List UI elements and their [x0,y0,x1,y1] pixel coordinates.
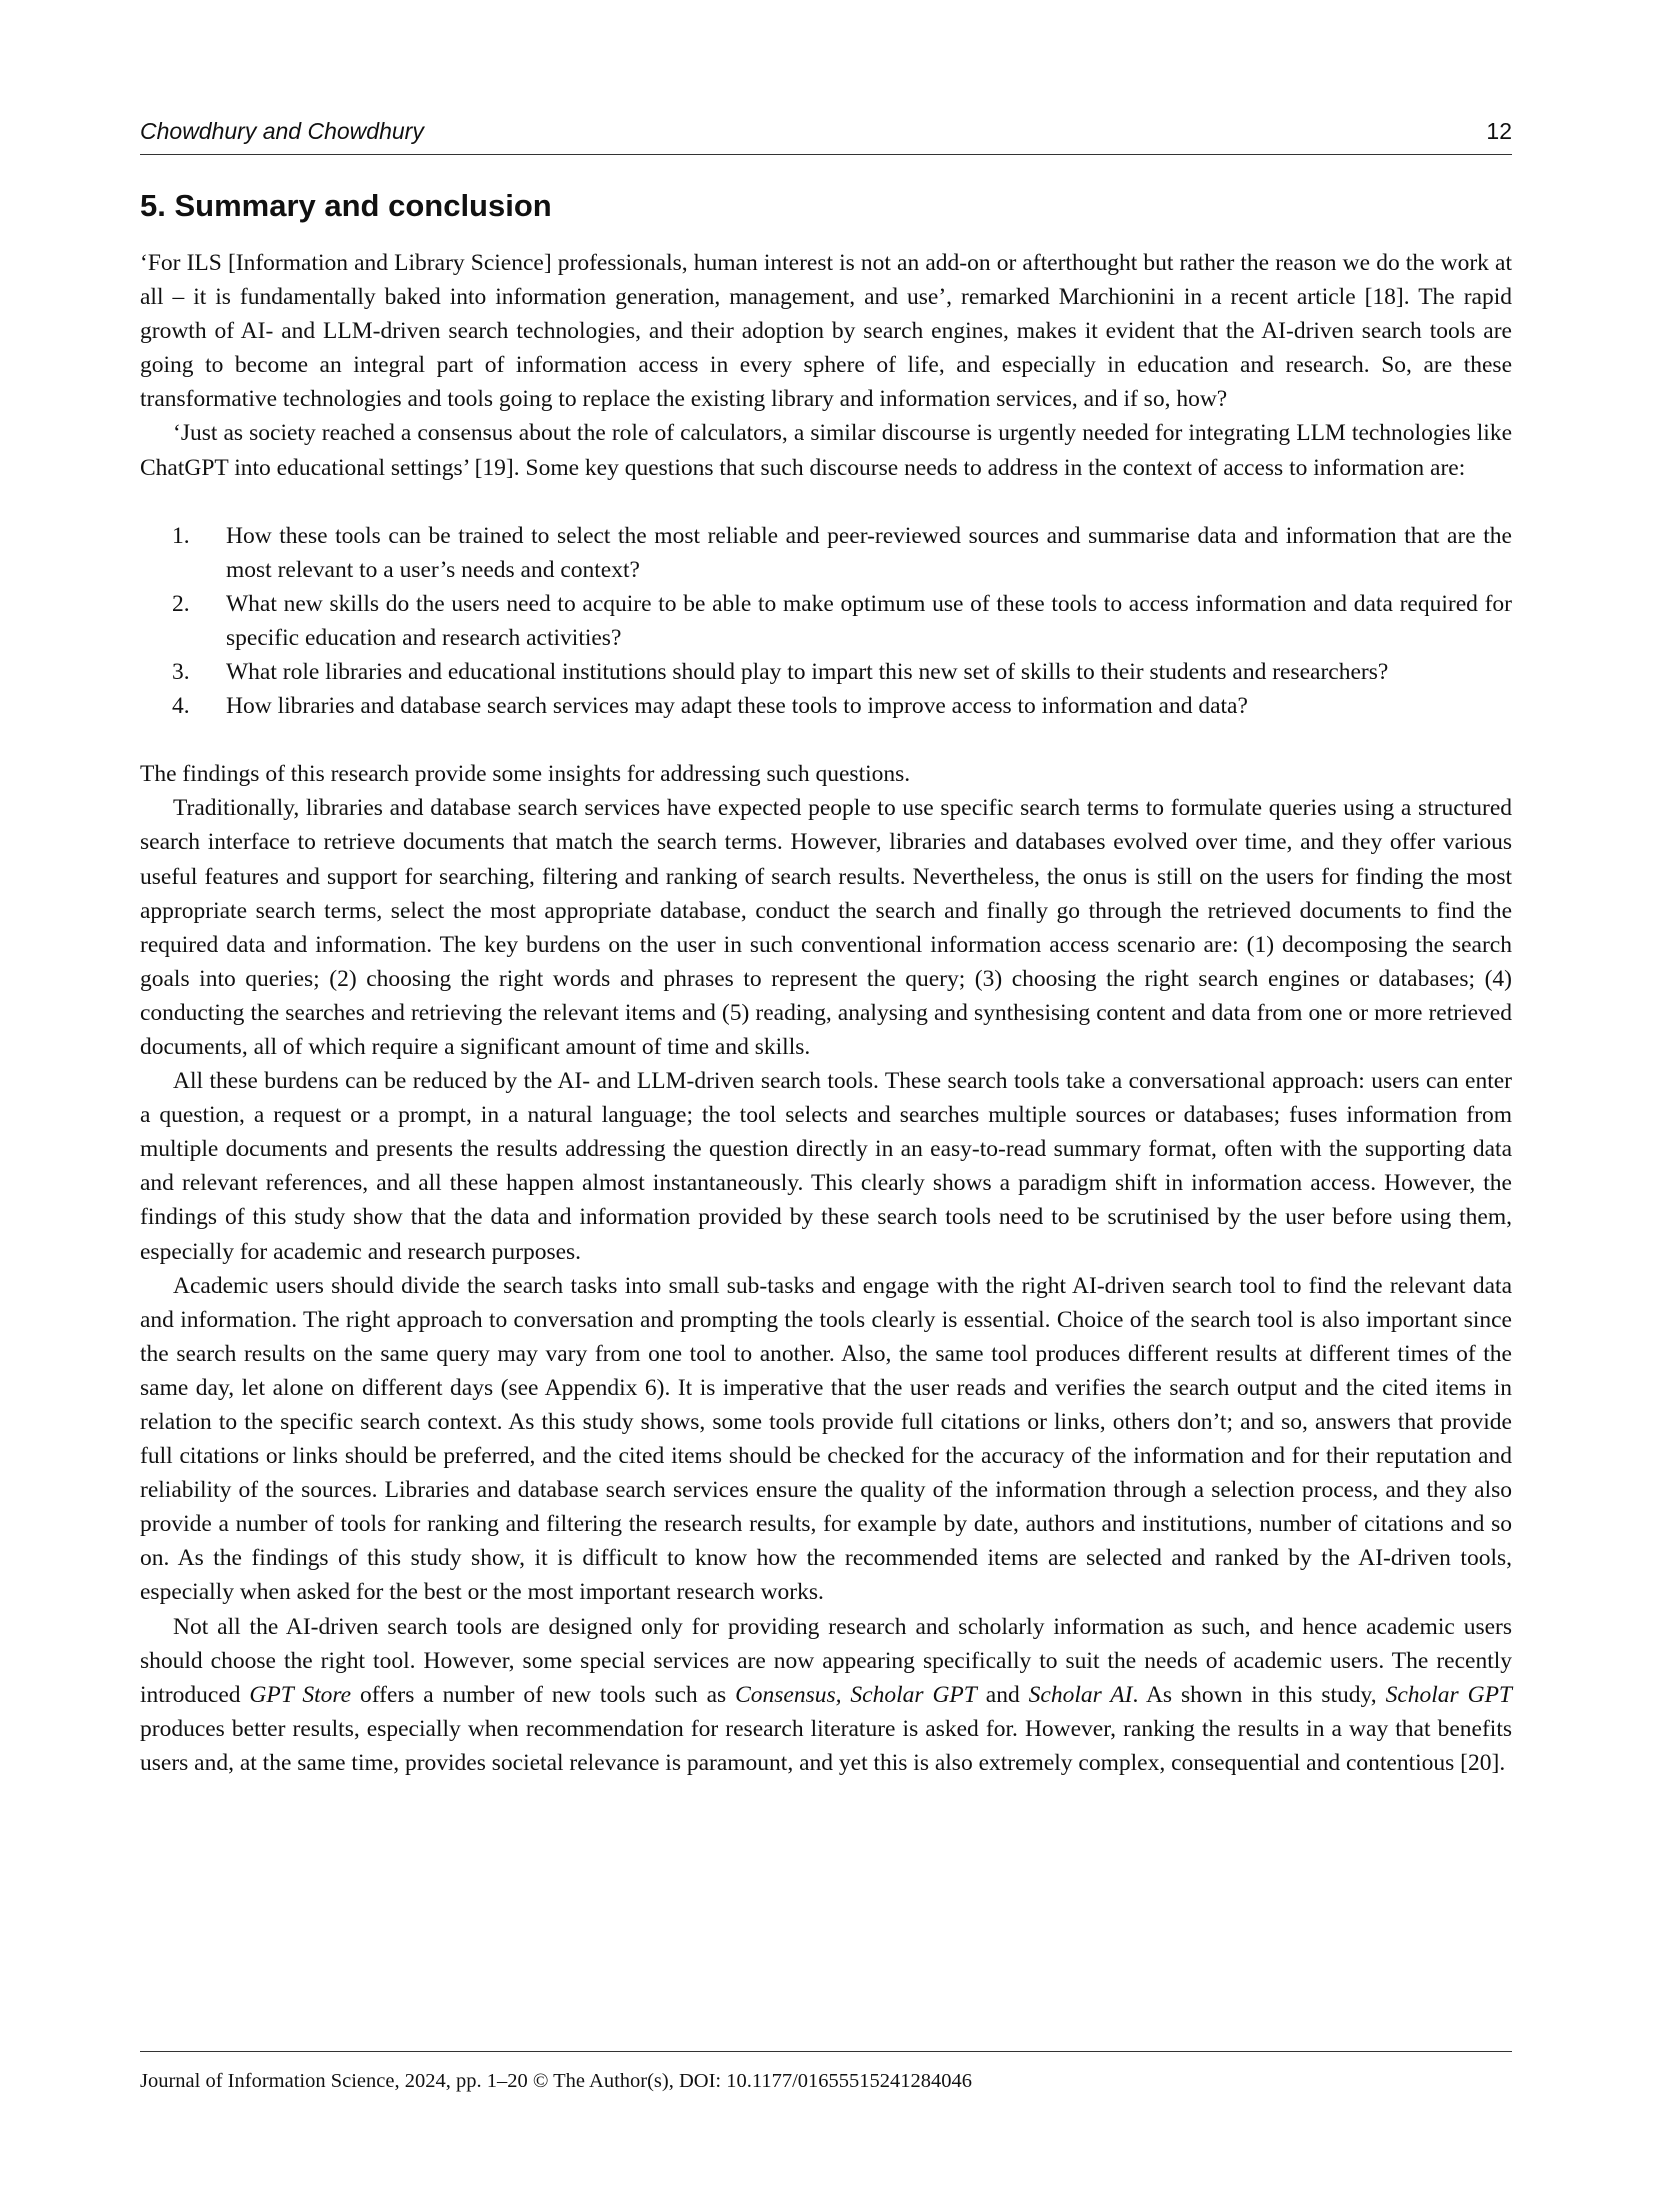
question-list [140,519,1512,724]
text-run: . As shown in this study, [1132,1681,1386,1708]
list-item-text: How libraries and database search services may adapt these tools to improve access to information and data? [226,693,1248,720]
running-header [140,116,1512,155]
list-item-number: 4. [172,693,190,720]
text-run: Not all the AI-driven search tools are designed only for providing research and scholarly information as such, and hence academic users should choose the right tool. However, some special services are now appearing specifically to suit the needs of academic users. The recently introduced [140,1613,1512,1708]
body-text [140,246,1512,1780]
italic-term: Consensus, Scholar GPT [735,1681,977,1708]
list-item-text: How these tools can be trained to select the most reliable and peer-reviewed sources and summarise data and information that are the most relevant to a user’s needs and context? [226,522,1512,583]
list-item-text: What new skills do the users need to acquire to be able to make optimum use of these tools to access information and data required for specific education and research activities? [226,590,1512,651]
paragraph [140,1610,1512,1780]
list-item [140,519,1512,587]
paragraph: Traditionally, libraries and database search services have expected people to use specific search terms to formulate queries using a structured search interface to retrieve documents that match the search terms. However, libraries and databases evolved over time, and they offer various useful features and support for searching, filtering and ranking of search results. Nevertheless, the onus is still on the users for finding the most appropriate search terms, select the most appropriate database, conduct the search and finally go through the retrieved documents to find the required data and information. The key burdens on the user in such conventional information access scenario are: (1) decomposing the search goals into queries; (2) choosing the right words and phrases to represent the query; (3) choosing the right search engines or databases; (4) conducting the searches and retrieving the relevant items and (5) reading, analysing and synthesising content and data from one or more retrieved documents, all of which require a significant amount of time and skills. [140,795,1512,1060]
page-number: 12 [1486,118,1512,144]
running-head-authors: Chowdhury and Chowdhury [140,118,424,144]
list-item-number: 1. [172,522,190,549]
italic-term: Scholar GPT [1385,1681,1512,1708]
list-item [140,689,1512,723]
italic-term: GPT Store [249,1681,352,1708]
journal-citation: Journal of Information Science, 2024, pp. 1–20 © The Author(s), DOI: 10.1177/01655515241284046 [140,2070,973,2092]
italic-term: Scholar AI [1028,1681,1133,1708]
list-item-number: 3. [172,659,190,686]
list-item-text: What role libraries and educational institutions should play to impart this new set of skills to their students and researchers? [226,659,1389,686]
section-heading: 5. Summary and conclusion [140,188,552,223]
paragraph: The findings of this research provide some insights for addressing such questions. [140,761,911,788]
list-item [140,655,1512,689]
paragraph: All these burdens can be reduced by the AI- and LLM-driven search tools. These search tools take a conversational approach: users can enter a question, a request or a prompt, in a natural language; the tool selects and searches multiple sources or databases; fuses information from multiple documents and presents the results addressing the question directly in an easy-to-read summary format, often with the supporting data and relevant references, and all these happen almost instantaneously. This clearly shows a paradigm shift in information access. However, the findings of this study show that the data and information provided by these search tools need to be scrutinised by the user before using them, especially for academic and research purposes. [140,1068,1512,1265]
text-run: offers a number of new tools such as [351,1681,736,1708]
paragraph: ‘For ILS [Information and Library Science] professionals, human interest is not an add-on or afterthought but rather the reason we do the work at all – it is fundamentally baked into information generation, management, and use’, remarked Marchionini in a recent article [18]. The rapid growth of AI- and LLM-driven search technologies, and their adoption by search engines, makes it evident that the AI-driven search tools are going to become an integral part of information access in every sphere of life, and especially in education and research. So, are these transformative technologies and tools going to replace the existing library and information services, and if so, how? [140,250,1512,413]
page-footer [140,2051,1512,2093]
paragraph: Academic users should divide the search tasks into small sub-tasks and engage with the right AI-driven search tool to find the relevant data and information. The right approach to conversation and prompting the tools clearly is essential. Choice of the search tool is also important since the search results on the same query may vary from one tool to another. Also, the same tool produces different results at different times of the same day, let alone on different days (see Appendix 6). It is imperative that the user reads and verifies the search output and the cited items in relation to the specific search context. As this study shows, some tools provide full citations or links, others don’t; and so, answers that provide full citations or links should be preferred, and the cited items should be checked for the accuracy of the information and for their reputation and reliability of the sources. Libraries and database search services ensure the quality of the information through a selection process, and they also provide a number of tools for ranking and filtering the research results, for example by date, authors and institutions, number of citations and so on. As the findings of this study show, it is difficult to know how the recommended items are selected and ranked by the AI-driven tools, especially when asked for the best or the most important research works. [140,1272,1512,1606]
list-item-number: 2. [172,590,190,617]
text-run: and [976,1681,1029,1708]
paragraph: ‘Just as society reached a consensus about the role of calculators, a similar discourse is urgently needed for integrating LLM technologies like ChatGPT into educational settings’ [19]. Some key questions that such discourse needs to address in the context of access to information are: [140,420,1512,481]
list-item [140,587,1512,655]
text-run: produces better results, especially when recommendation for research literature is asked for. However, ranking the results in a way that benefits users and, at the same time, provides societal relevance is paramount, and yet this is also extremely complex, consequential and contentious [20]. [140,1715,1512,1776]
